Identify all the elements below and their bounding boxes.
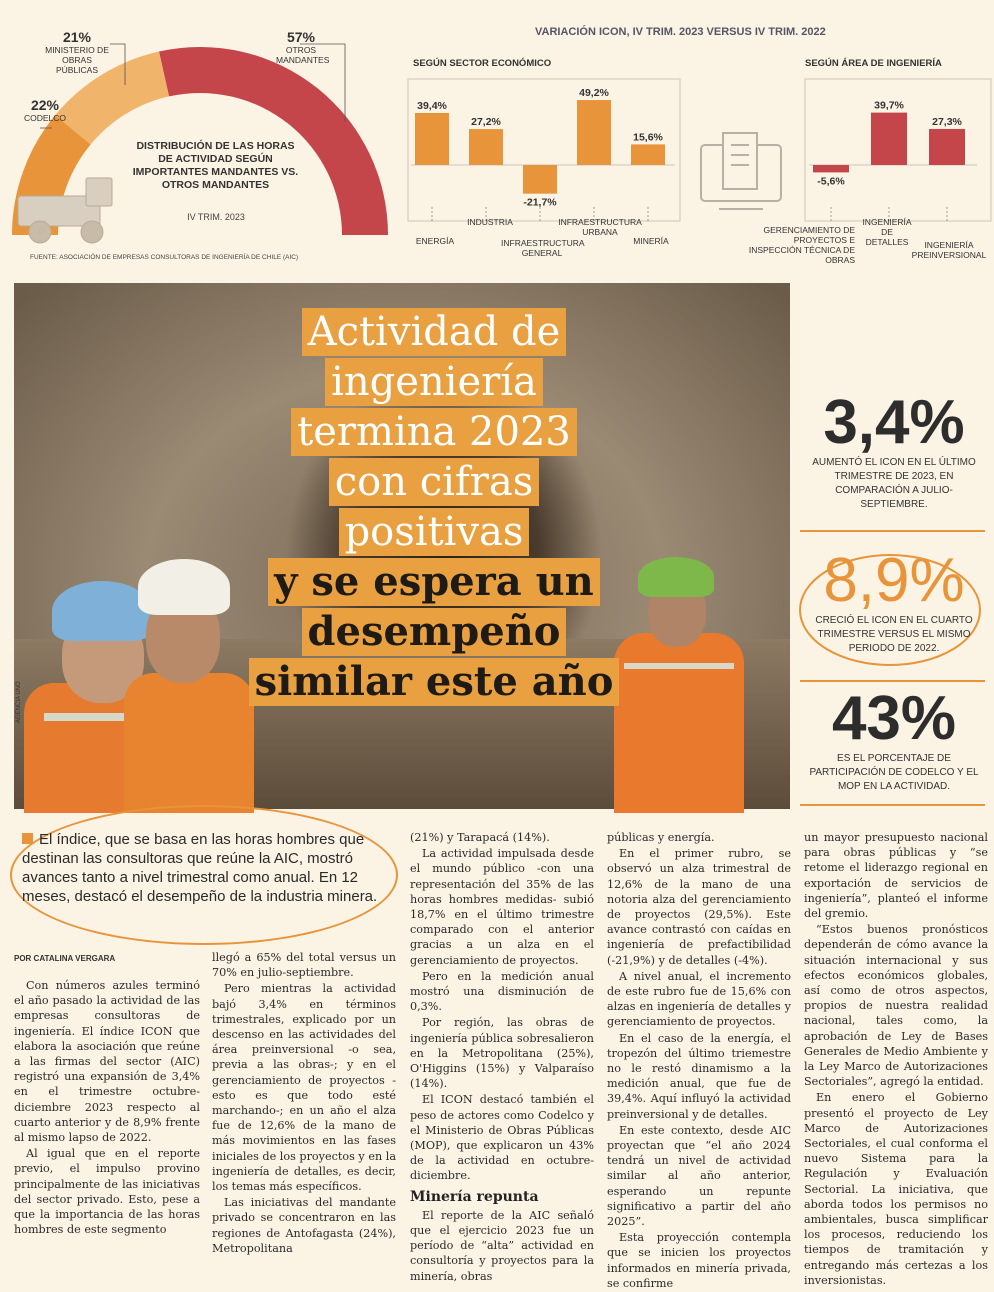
- cat-energia: ENERGÍA: [415, 236, 455, 246]
- stat-text-1: AUMENTÓ EL ICON EN EL ÚLTIMO TRIMESTRE DE 2023, EN COMPARACIÓN A JULIO-SEPTIEMBRE.: [812, 457, 976, 510]
- body-column-3: [410, 830, 594, 1285]
- donut-subtitle: IV TRIM. 2023: [187, 212, 245, 222]
- cat-infra-general: INFRAESTRUCTURA GENERAL: [501, 238, 585, 258]
- bar-charts: [405, 20, 994, 270]
- headline-line-2: ingeniería: [325, 358, 543, 406]
- body-column-5: [804, 830, 988, 1289]
- photo-credit: AGENCIA UNO: [16, 681, 22, 723]
- section-heading: Minería repunta: [410, 1188, 539, 1205]
- body-paragraph: Con números azules terminó el año pasado la actividad de las empresas consultoras de ingeniería. El índice ICON que elabora la asociación que reúne a las firmas del sector (AIC) registró una expansión de 3,4% en el trimestre octubre-diciembre 2023 respecto al cuarto anterior y de 8,9% frente al mismo lapso de 2022.: [14, 979, 200, 1145]
- body-paragraph: La actividad impulsada desde el mundo público -con una representación del 35% de las horas hombres medidas- subió 18,7% en el último trimestre comparado con el anterior gracias a un alza en el gerenciamiento de proyectos.: [410, 847, 594, 967]
- hero-photo: [14, 283, 790, 809]
- sector-bar-label-1: 27,2%: [471, 116, 501, 129]
- body-column-1: [14, 978, 200, 1238]
- computer-building-icon: [701, 133, 781, 209]
- headline: [234, 307, 634, 707]
- body-paragraph: Al igual que en el reporte previo, el impulso provino principalmente de las iniciativas del sector privado. Esto, pese a que la importancia de las horas hombres de este segmento: [14, 1147, 200, 1237]
- sector-bar-1: [469, 129, 503, 165]
- body-paragraph: El ICON destacó también el peso de actores como Codelco y el Ministerio de Obras Públicas (MOP), que explicaron un 43% de la actividad en octubre-diciembre.: [410, 1093, 594, 1183]
- stat-codelco-mop: [796, 686, 992, 794]
- body-paragraph: Esta proyección contempla que se inicien los proyectos informados en minería privada, se confirme: [607, 1231, 791, 1290]
- body-paragraph: Pero mientras la actividad bajó 3,4% en términos trimestrales, explicado por un descenso en las actividades del área preinversional -o sea, previa a las obras-; y en el gerenciamiento de proyectos -esto es que todo esté marchando-; en un año el alza fue de 12,6% de la mano de más movimientos en las fases iniciales de los proyectos y en la ingeniería de detalles, es decir, los temas más específicos.: [212, 982, 396, 1194]
- body-column-4: [607, 830, 791, 1292]
- stat-icon-quarterly: [796, 390, 992, 512]
- lead-text: El índice, que se basa en las horas hombres que destinan las consultoras que reúne la AIC, mostró avances tanto a nivel trimestral como anual. En 12 meses, destacó el desempeño de la industria minera.: [22, 831, 378, 905]
- headline-line-4: con cifras: [329, 458, 539, 506]
- stat-divider-2: [800, 680, 985, 682]
- donut-label-mop: [42, 30, 112, 75]
- body-paragraph: llegó a 65% del total versus un 70% en julio-septiembre.: [212, 951, 396, 980]
- cat-infra-urbana: INFRAESTRUCTURA URBANA: [558, 217, 642, 237]
- donut-name-codelco: CODELCO: [23, 113, 67, 123]
- headline-line-7: desempeño: [302, 608, 567, 656]
- cat-ing-preinversional: INGENIERÍA PREINVERSIONAL: [911, 240, 987, 260]
- sector-bar-4: [631, 144, 665, 165]
- donut-label-codelco: [20, 98, 70, 123]
- sector-bar-2: [523, 165, 557, 194]
- lead-paragraph: [22, 830, 394, 906]
- headline-line-3: termina 2023: [291, 408, 577, 456]
- body-paragraph: Pero en la medición anual mostró una disminución de 0,3%.: [410, 969, 594, 1014]
- body-paragraph: Las iniciativas del mandante privado se concentraron en las regiones de Antofagasta (24%), Metropolitana: [212, 1196, 396, 1255]
- stat-text-3: ES EL PORCENTAJE DE PARTICIPACIÓN DE CODELCO Y EL MOP EN LA ACTIVIDAD.: [809, 753, 979, 792]
- sector-bar-3: [577, 100, 611, 165]
- body-paragraph: El reporte de la AIC señaló que el ejercicio 2023 fue un período de “alta” actividad en consultoría y proyectos para la minería, obras: [410, 1208, 594, 1283]
- area-bar-label-0: -5,6%: [817, 175, 845, 188]
- headline-line-6: y se espera un: [268, 558, 600, 606]
- chart-source: FUENTE: ASOCIACIÓN DE EMPRESAS CONSULTORAS DE INGENIERÍA DE CHILE (AIC): [30, 254, 299, 261]
- sector-bar-label-0: 39,4%: [417, 99, 447, 112]
- body-paragraph: Por región, las obras de ingeniería pública sobresalieron en la Metropolitana (25%), O'Higgins (15%) y Valparaíso (14%).: [410, 1016, 594, 1091]
- sector-bar-0: [415, 113, 449, 165]
- body-column-2: [212, 950, 396, 1257]
- donut-pct-otros: 57%: [286, 29, 316, 45]
- headline-line-1: Actividad de: [302, 308, 567, 356]
- body-paragraph: (21%) y Tarapacá (14%).: [410, 831, 550, 844]
- headline-line-8: similar este año: [249, 658, 620, 706]
- body-paragraph: En el caso de la energía, el tropezón del último triemestre no le restó dinamismo a la medición anual, que fue de 39,4%. Aquí influyó la actividad preinversional y de detalles.: [607, 1031, 791, 1121]
- area-bar-label-2: 27,3%: [932, 115, 962, 128]
- sector-bar-label-3: 49,2%: [579, 87, 609, 100]
- donut-label-otros: [276, 29, 330, 65]
- stat-icon-annual: [796, 548, 992, 656]
- body-paragraph: un mayor presupuesto nacional para obras públicas y “se retome el liderazgo regional en exportación de servicios de ingeniería”, planteó el informe del gremio.: [804, 831, 988, 921]
- donut-infographic: [0, 0, 400, 265]
- cat-industria: INDUSTRIA: [467, 217, 513, 227]
- stat-big-3: 43%: [831, 684, 957, 753]
- bar-chart-main-title: VARIACIÓN ICON, IV TRIM. 2023 VERSUS IV TRIM. 2022: [535, 26, 826, 38]
- donut-pct-mop: 21%: [62, 29, 92, 45]
- donut-pct-codelco: 22%: [30, 97, 60, 113]
- body-paragraph: públicas y energía.: [607, 831, 715, 844]
- stat-divider-3: [800, 804, 985, 806]
- sector-bar-label-4: 15,6%: [633, 131, 663, 144]
- cat-gerenciamiento: GERENCIAMIENTO DE PROYECTOS E INSPECCIÓN TÉCNICA DE OBRAS: [748, 225, 855, 265]
- cat-mineria: MINERÍA: [633, 236, 669, 246]
- bar-chart-area-title: SEGÚN ÁREA DE INGENIERÍA: [805, 58, 942, 69]
- body-paragraph: En este contexto, desde AIC proyectan que “el año 2024 tendrá un nivel de actividad similar al año anterior, esperando un repunte significativo a partir del año 2025”.: [607, 1123, 791, 1229]
- area-bar-2: [929, 129, 965, 165]
- stat-big-1: 3,4%: [823, 388, 965, 457]
- byline: POR CATALINA VERGARA: [14, 954, 116, 963]
- area-bar-1: [871, 113, 907, 165]
- area-bar-0: [813, 165, 849, 172]
- body-paragraph: En enero el Gobierno presentó el proyecto de Ley Marco de Autorizaciones Sectoriales, el cual conforma el nuevo Sistema para la Regulación y Evaluación Sectorial. La iniciativa, que aborda todos los permisos no ambientales, busca simplificar los procesos, reduciendo los tiempos de tramitación y entregando más certezas a los inversionistas.: [804, 1091, 988, 1287]
- body-paragraph: En el primer rubro, se observó un alza trimestral de 12,6% de la mano de una notoria alza del gerenciamiento de proyectos (29,5%). Este avance contrastó con caídas en ingeniería de prefactibilidad (-21,9%) y de detalles (-4%).: [607, 847, 791, 967]
- cat-ing-detalles: INGENIERÍA DE DETALLES: [862, 217, 912, 247]
- body-paragraph: A nivel anual, el incremento de este rubro fue de 15,6% con alzas en ingeniería de detalles y gerenciamiento de proyectos.: [607, 969, 791, 1029]
- headline-line-5: positivas: [339, 508, 530, 556]
- sector-bar-label-2: -21,7%: [523, 196, 557, 209]
- donut-title: DISTRIBUCIÓN DE LAS HORAS DE ACTIVIDAD SEGÚN IMPORTANTES MANDANTES VS. OTROS MANDANTES: [132, 140, 299, 191]
- body-paragraph: “Estos buenos pronósticos dependerán de cómo avance la situación internacional y sus efectos económicos globales, así como de otros aspectos, propios de nuestra realidad nacional, tales como, la aprobación de Ley de Bases Generales de Medio Ambiente y la Ley Marco de Autorizaciones Sectoriales”, agregó la entidad.: [804, 923, 988, 1089]
- donut-name-mop: MINISTERIO DE OBRAS PÚBLICAS: [45, 45, 109, 75]
- lead-bullet: [22, 833, 33, 844]
- area-bar-label-1: 39,7%: [874, 99, 904, 112]
- stat-big-2: 8,9%: [823, 546, 965, 615]
- stat-text-2: CRECIÓ EL ICON EN EL CUARTO TRIMESTRE VERSUS EL MISMO PERIODO DE 2022.: [815, 615, 973, 654]
- bar-chart-sector-title: SEGÚN SECTOR ECONÓMICO: [413, 58, 552, 69]
- donut-name-otros: OTROS MANDANTES: [276, 45, 330, 65]
